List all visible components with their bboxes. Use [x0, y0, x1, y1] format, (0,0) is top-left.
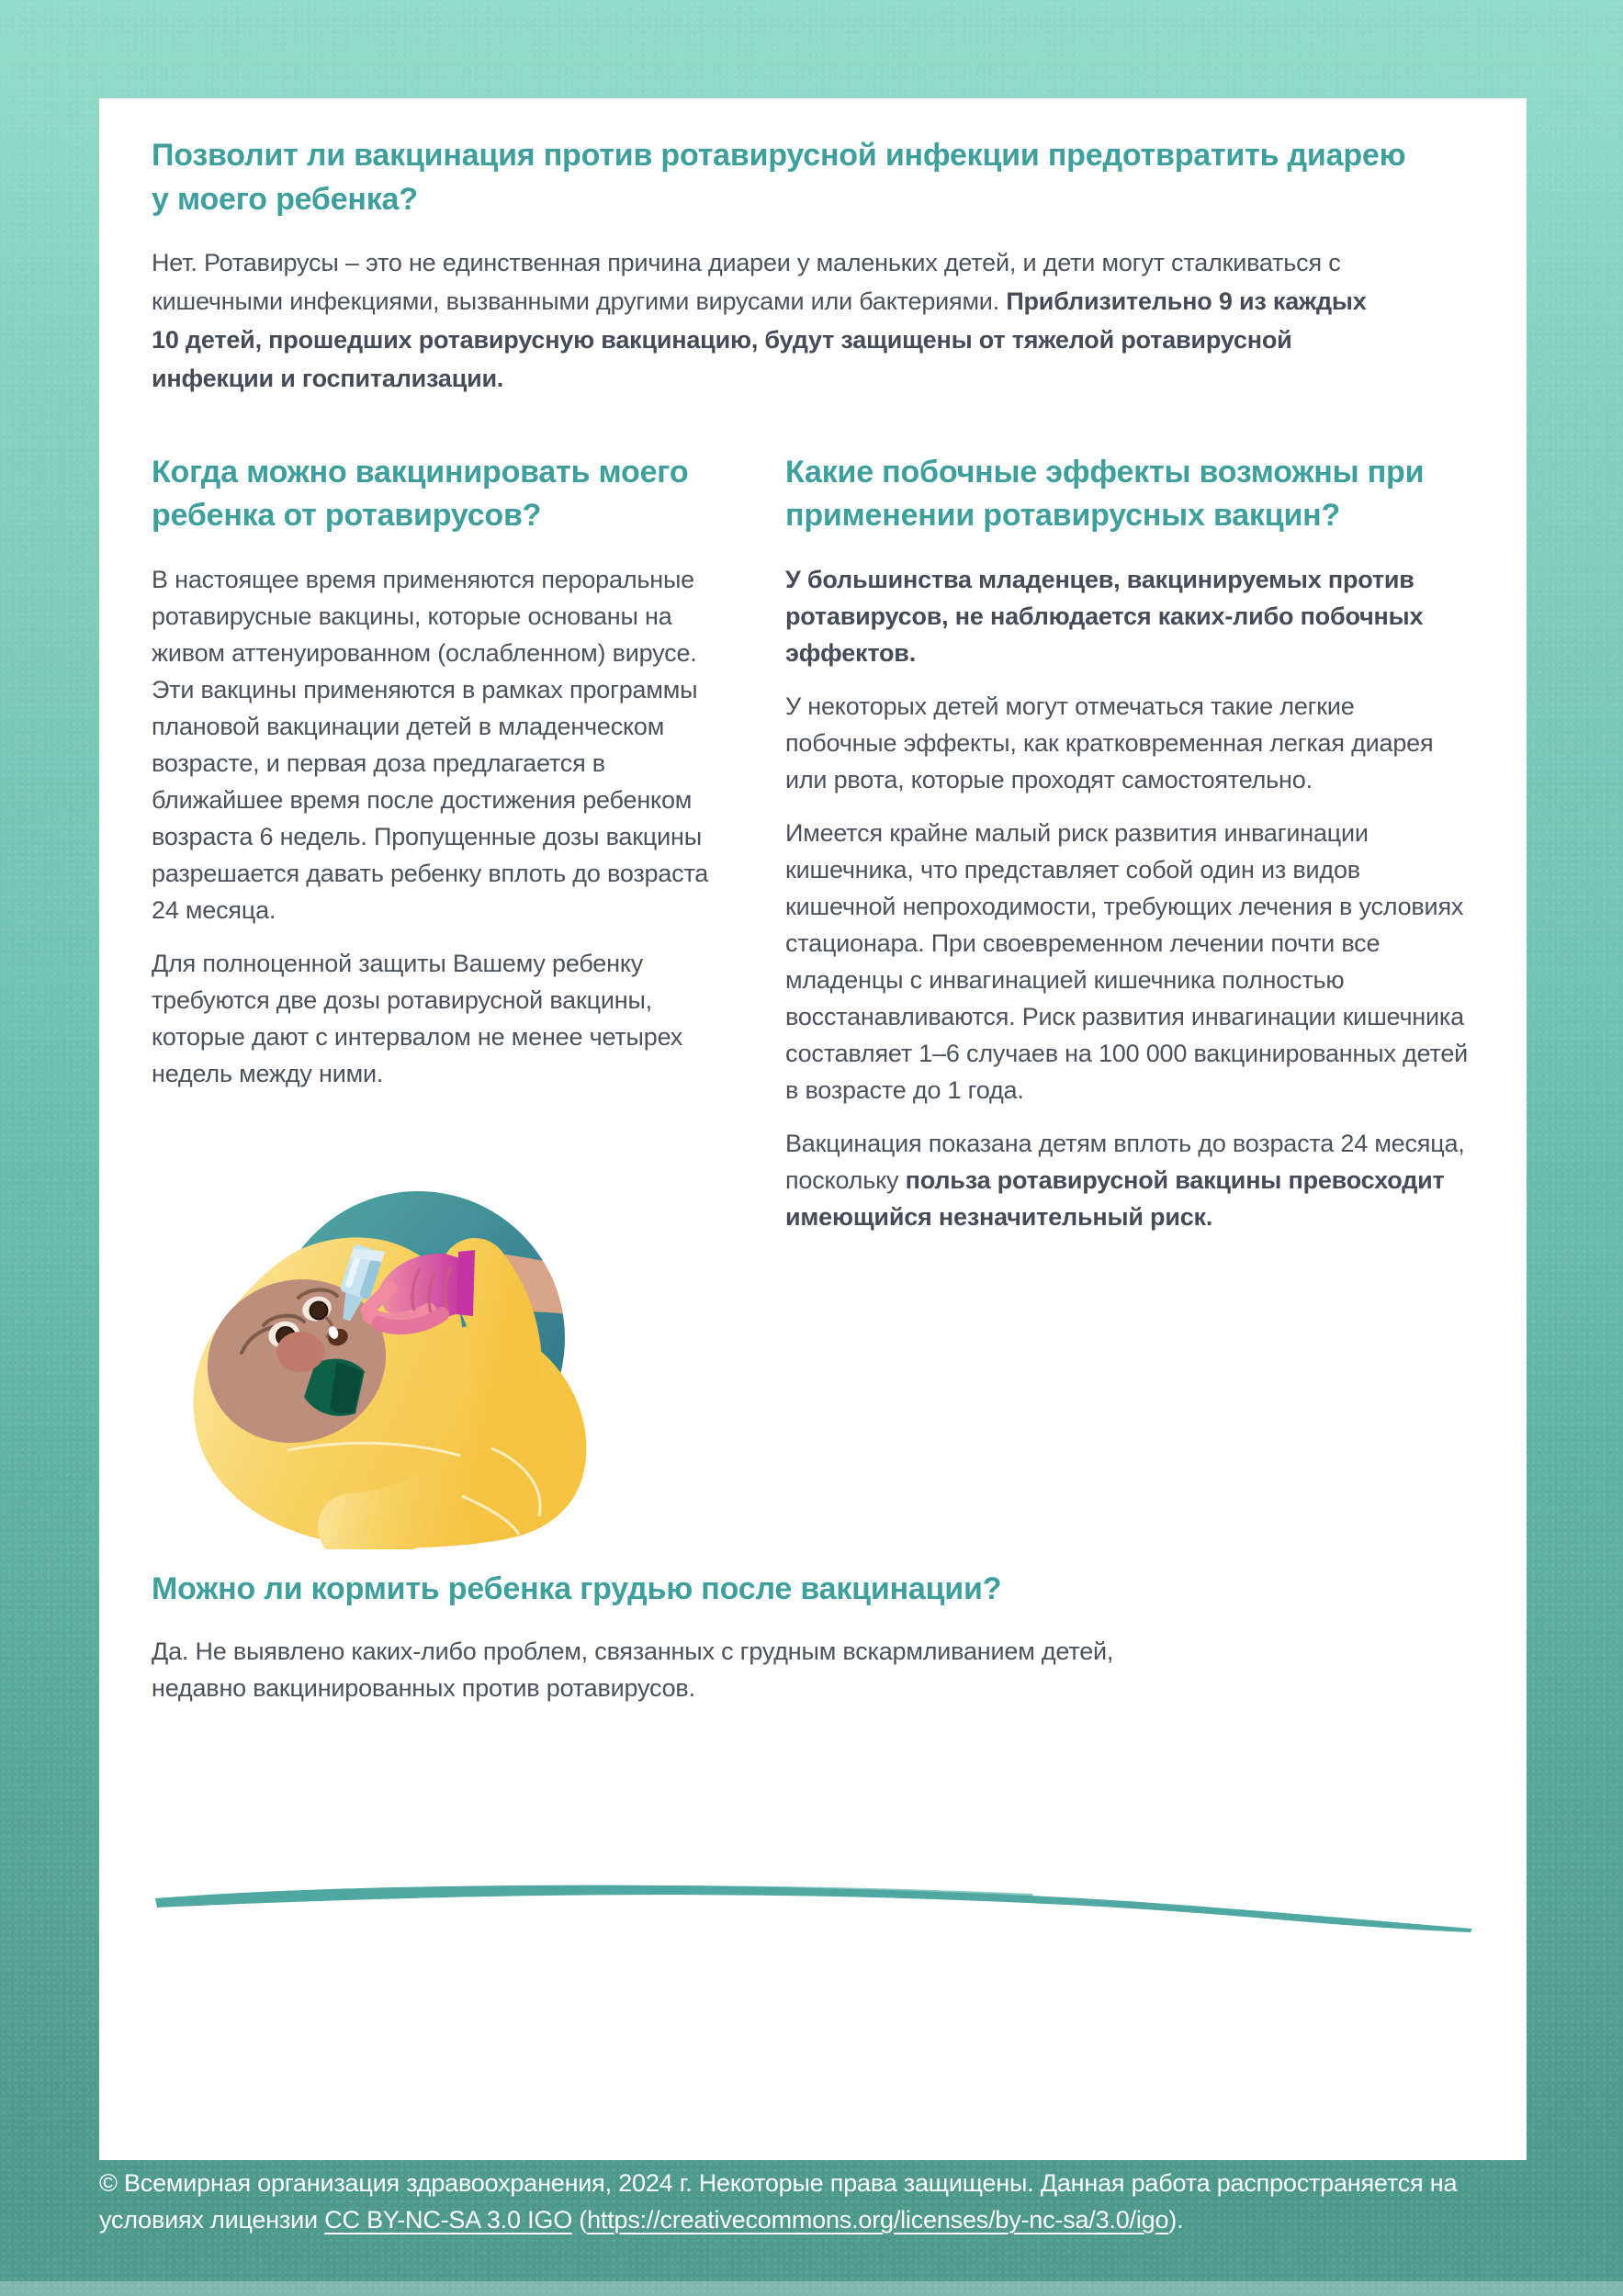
baby-oral-vaccine-illustration	[188, 1173, 648, 1549]
q1-heading: Позволит ли вакцинация против ротавирусной инфекции предотвратить диарею у моего ребенка?	[152, 138, 1406, 217]
brush-divider	[152, 1867, 1475, 1938]
q4-paragraph: Да. Не выявлено каких-либо проблем, связанных с грудным вскармливанием детей, недавно вакцинированных против ротавирусов.	[152, 1638, 1114, 1702]
q2-paragraph-1: В настоящее время применяются пероральные ротавирусные вакцины, которые основаны на живом аттенуированном (ослабленном) вирусе. Эти вакцины применяются в рамках программы плановой вакцинации детей в младенческом возрасте, и первая доза предлагается в ближайшее время после достижения ребенком возраста 6 недель. Пропущенные дозы вакцины разрешается давать ребенку вплоть до возраста 24 месяца.	[152, 566, 709, 924]
content-card	[99, 98, 1527, 2160]
license-link[interactable]: CC BY-NC-SA 3.0 IGO	[324, 2206, 572, 2234]
q2-heading: Когда можно вакцинировать моего ребенка от ротавирусов?	[152, 455, 689, 533]
q1-paragraph	[152, 243, 1387, 398]
q1-paragraph-bold: Приблизительно 9 из каждых 10 детей, прошедших ротавирусную вакцинацию, будут защищены от тяжелой ротавирусной инфекции и госпитализации.	[152, 287, 1367, 392]
q1-paragraph-normal: Нет. Ротавирусы – это не единственная причина диареи у маленьких детей, и дети могут сталкиваться с кишечными инфекциями, вызванными другими вирусами или бактериями.	[152, 249, 1341, 315]
footer-text: © Всемирная организация здравоохранения, 2024 г. Некоторые права защищены. Данная работа распространяется на условиях лицензии	[99, 2169, 1458, 2234]
q2-paragraph-2: Для полноценной защиты Вашему ребенку требуются две дозы ротавирусной вакцины, которые дают с интервалом не менее четырех недель между ними.	[152, 950, 683, 1087]
baby-cheek	[276, 1332, 324, 1372]
q3-paragraph-1: У большинства младенцев, вакцинируемых против ротавирусов, не наблюдается каких-либо побочных эффектов.	[785, 566, 1424, 667]
q3-paragraph-3: Имеется крайне малый риск развития инвагинации кишечника, что представляет собой один из видов кишечной непроходимости, требующих лечения в условиях стационара. При своевременном лечении почти все младенцы с инвагинацией кишечника полностью восстанавливаются. Риск развития инвагинации кишечника составляет 1–6 случаев на 100 000 вакцинированных детей в возрасте до 1 года.	[785, 819, 1469, 1104]
footer-open-paren: (	[572, 2206, 588, 2234]
q3-heading: Какие побочные эффекты возможны при применении ротавирусных вакцин?	[785, 455, 1425, 533]
q3-paragraph-4-normal: Вакцинация показана детям вплоть до возраста 24 месяца, поскольку	[785, 1130, 1465, 1194]
glove-cuff	[456, 1250, 475, 1316]
baby-pupil-right	[310, 1302, 328, 1320]
q3-paragraph-2: У некоторых детей могут отмечаться такие легкие побочные эффекты, как кратковременная легкая диарея или рвота, которые проходят самостоятельно.	[785, 692, 1434, 793]
footer-close-paren: ).	[1168, 2206, 1184, 2234]
column-right	[785, 451, 1472, 1549]
q3-paragraph-4-bold: польза ротавирусной вакцины превосходит имеющийся незначительный риск.	[785, 1166, 1445, 1231]
q4-section	[152, 1568, 1475, 1706]
q3-paragraph-4	[785, 1125, 1472, 1235]
column-left	[152, 451, 739, 1549]
q4-heading: Можно ли кормить ребенка грудью после вакцинации?	[152, 1571, 1002, 1606]
two-column-section	[152, 451, 1475, 1549]
bottom-edge-strip	[0, 2281, 1623, 2296]
footer-license	[99, 2165, 1463, 2238]
brush-divider-stroke	[152, 1867, 1479, 1933]
license-url-link[interactable]: https://creativecommons.org/licenses/by-nc-sa/3.0/igo	[587, 2206, 1169, 2234]
